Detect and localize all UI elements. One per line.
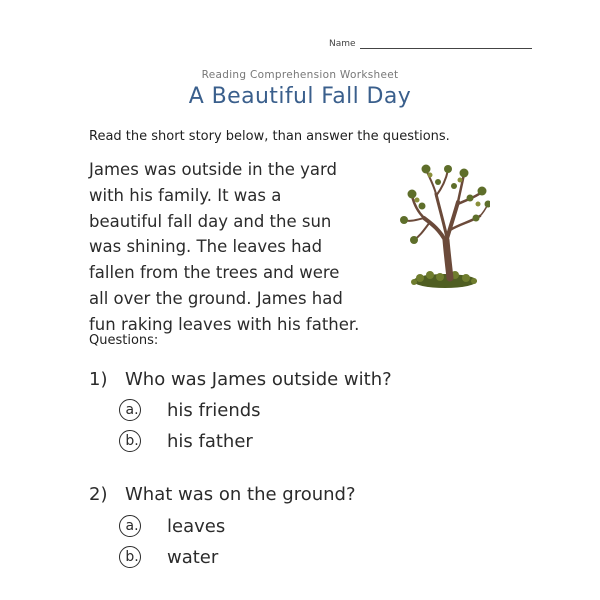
question-text: Who was James outside with? xyxy=(125,369,392,390)
instructions: Read the short story below, than answer the questions. xyxy=(89,129,450,144)
story-line: James was outside in the yard xyxy=(89,160,338,179)
question-number: 2) xyxy=(89,484,108,505)
story-line: was shining. The leaves had xyxy=(89,237,323,257)
option-letter-circle[interactable]: b. xyxy=(119,430,141,452)
worksheet-subtitle: Reading Comprehension Worksheet xyxy=(201,69,399,81)
option-letter-circle[interactable]: a. xyxy=(119,399,141,421)
option-text: water xyxy=(167,546,219,568)
question-2-option-a[interactable] xyxy=(119,515,225,537)
autumn-tree-icon xyxy=(400,160,490,290)
question-text: What was on the ground? xyxy=(125,484,356,505)
question-2 xyxy=(89,484,356,505)
question-2-option-b[interactable] xyxy=(119,546,218,568)
name-label: Name xyxy=(329,39,356,49)
questions-heading: Questions: xyxy=(89,333,159,348)
option-text: leaves xyxy=(167,515,226,537)
question-1-option-a[interactable] xyxy=(119,399,261,421)
question-number: 1) xyxy=(89,369,108,390)
worksheet-title: A Beautiful Fall Day xyxy=(188,84,412,109)
name-field[interactable] xyxy=(329,39,532,49)
story-line: fallen from the trees and were xyxy=(89,263,340,283)
option-text: his father xyxy=(167,430,253,452)
name-underline[interactable] xyxy=(360,40,532,49)
option-text: his friends xyxy=(167,399,261,421)
question-1-option-b[interactable] xyxy=(119,430,253,452)
story-line: fun raking leaves with his father. xyxy=(89,314,360,334)
option-letter-circle[interactable]: a. xyxy=(119,515,141,537)
story-line: with his family. It was a xyxy=(89,185,282,205)
question-1 xyxy=(89,369,392,390)
story-line: all over the ground. James had xyxy=(89,288,343,308)
story-line: beautiful fall day and the sun xyxy=(89,211,332,231)
story-text xyxy=(89,157,389,338)
option-letter-circle[interactable]: b. xyxy=(119,546,141,568)
